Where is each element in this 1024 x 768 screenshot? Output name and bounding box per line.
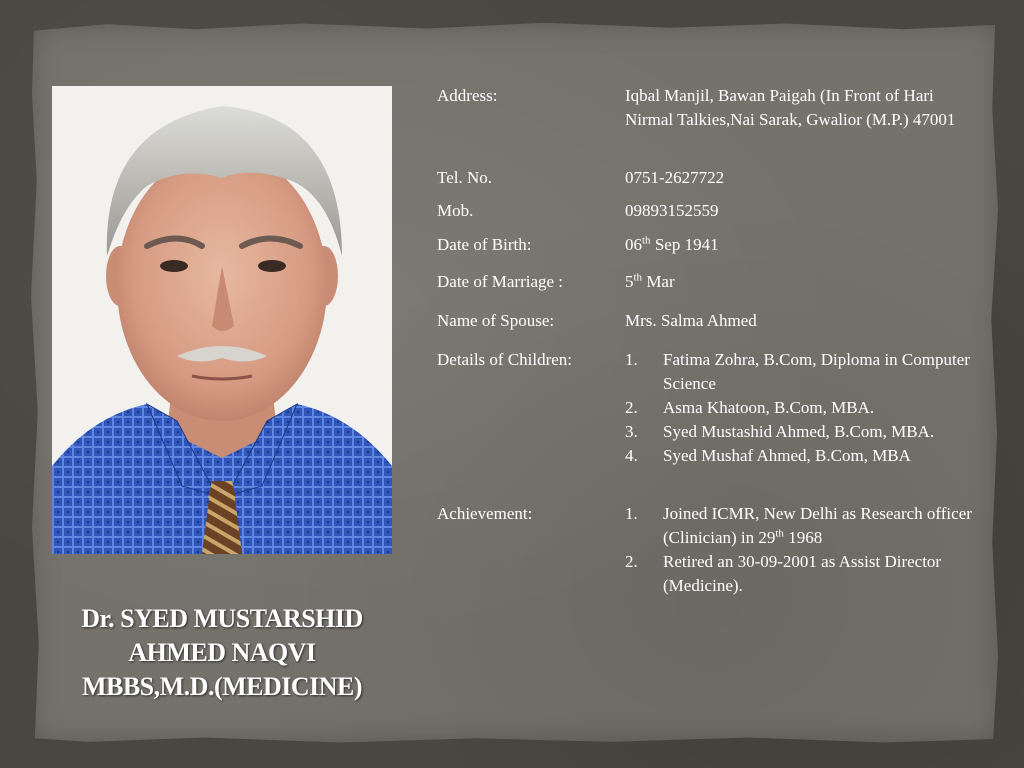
dob-suffix: th (642, 234, 651, 247)
marriage-row (437, 270, 982, 294)
tel-value: 0751-2627722 (625, 168, 725, 187)
list-item (625, 502, 982, 550)
list-item-number: 4. (625, 446, 638, 465)
achievement-list (625, 502, 982, 598)
children-row (437, 348, 982, 468)
dob-label: Date of Birth: (437, 235, 532, 254)
tel-row (437, 166, 982, 190)
list-item-text: Retired an 30-09-2001 as Assist Director (Medicine). (663, 552, 942, 595)
dob-rest: Sep 1941 (650, 235, 719, 254)
marriage-rest: Mar (642, 272, 675, 291)
dob-row (437, 233, 982, 257)
spouse-value: Mrs. Salma Ahmed (625, 311, 757, 330)
achievement-1-text: Joined ICMR, New Delhi as Research officer (Clinician) in 29 (663, 504, 972, 547)
list-item (625, 396, 982, 420)
name-line-1: Dr. SYED MUSTARSHID (81, 604, 363, 633)
achievement-label: Achievement: (437, 504, 533, 523)
mob-value: 09893152559 (625, 201, 719, 220)
list-item (625, 444, 982, 468)
list-item (625, 348, 982, 396)
name-qualification: MBBS,M.D.(MEDICINE) (81, 672, 363, 701)
mob-label: Mob. (437, 201, 474, 220)
list-item (625, 420, 982, 444)
list-item-number: 2. (625, 398, 638, 417)
list-item (625, 550, 982, 598)
achievement-1-year: 1968 (783, 528, 823, 547)
tel-label: Tel. No. (437, 168, 492, 187)
list-item-text: Syed Mustashid Ahmed, B.Com, MBA. (663, 422, 935, 441)
dob-value (625, 233, 982, 257)
marriage-value (625, 270, 982, 294)
spouse-label: Name of Spouse: (437, 311, 555, 330)
children-label: Details of Children: (437, 350, 573, 369)
mob-row (437, 199, 982, 223)
list-item-text: Syed Mushaf Ahmed, B.Com, MBA (663, 446, 911, 465)
marriage-label: Date of Marriage : (437, 272, 564, 291)
list-item-text: Asma Khatoon, B.Com, MBA. (663, 398, 875, 417)
doctor-name-block (52, 602, 392, 704)
list-item-number: 3. (625, 422, 638, 441)
portrait-photo (52, 86, 392, 554)
list-item-text (663, 502, 982, 550)
marriage-suffix: th (633, 271, 643, 284)
children-list (625, 348, 982, 468)
address-row (437, 84, 982, 132)
spouse-row (437, 309, 982, 333)
address-value: Iqbal Manjil, Bawan Paigah (In Front of Hari Nirmal Talkies,Nai Sarak, Gwalior (M.P.) 47001 (625, 86, 956, 129)
achievement-1-suffix: th (775, 527, 784, 540)
list-item-number: 1. (625, 504, 638, 523)
achievement-row (437, 502, 982, 598)
dob-day: 06 (625, 235, 642, 254)
list-item-number: 1. (625, 350, 638, 369)
list-item-text: Fatima Zohra, B.Com, Diploma in Computer Science (663, 350, 970, 393)
marriage-day: 5 (625, 272, 634, 291)
address-label: Address: (437, 86, 498, 105)
list-item-number: 2. (625, 552, 638, 571)
name-line-2: AHMED NAQVI (128, 638, 316, 667)
